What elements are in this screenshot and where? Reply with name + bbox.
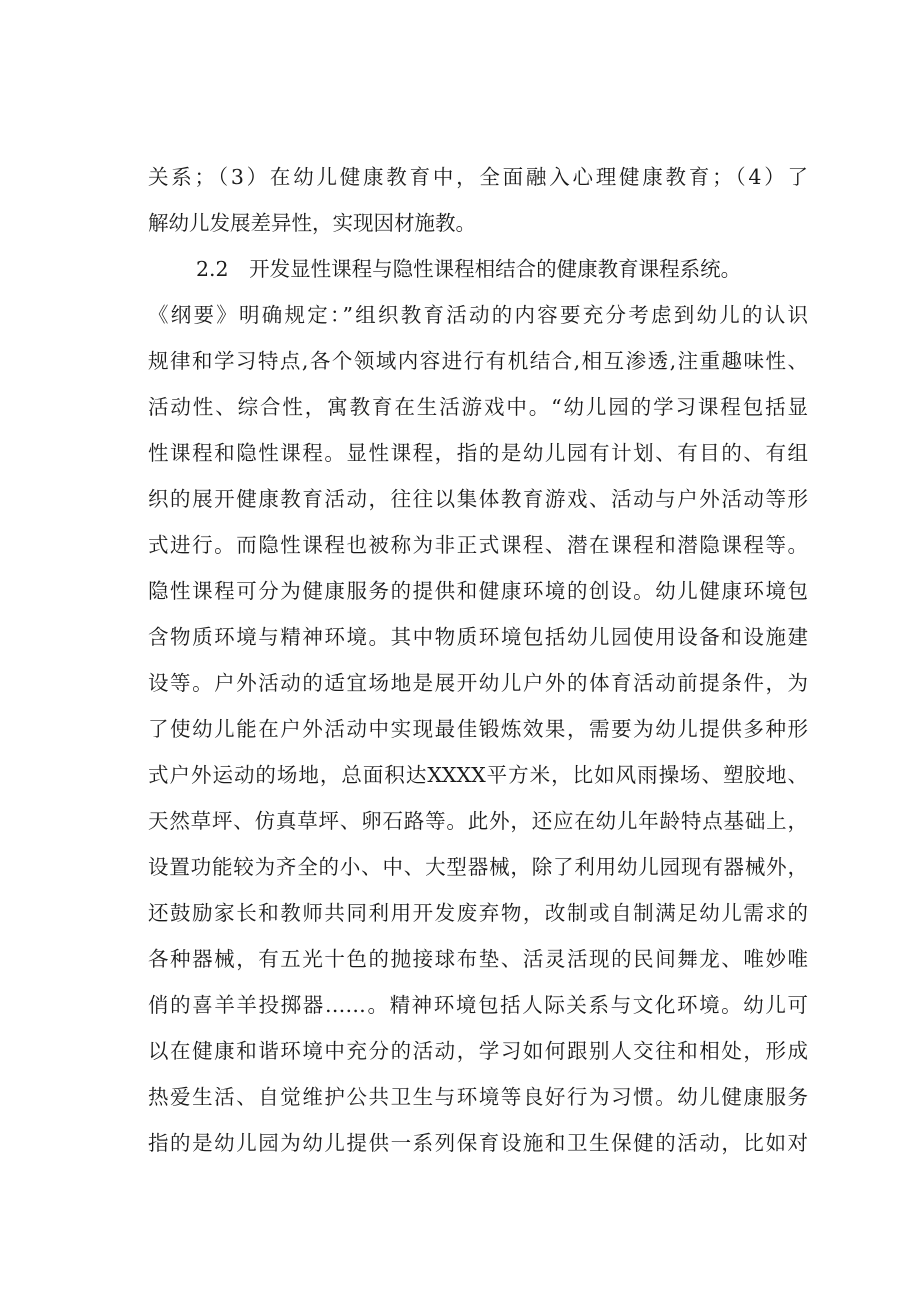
text-line: 各种器械，有五光十色的抛接球布垫、活灵活现的民间舞龙、唯妙唯: [148, 947, 808, 971]
text-line: 含物质环境与精神环境。其中物质环境包括幼儿园使用设备和设施建: [148, 625, 808, 649]
text-line: 以在健康和谐环境中充分的活动，学习如何跟别人交往和相处，形成: [148, 1039, 808, 1063]
text-line: 性课程和隐性课程。显性课程，指的是幼儿园有计划、有目的、有组: [148, 441, 808, 465]
text-line: 隐性课程可分为健康服务的提供和健康环境的创设。幼儿健康环境包: [148, 579, 808, 603]
text-line: 织的展开健康教育活动，往往以集体教育游戏、活动与户外活动等形: [148, 487, 808, 511]
body-text: [148, 154, 808, 1166]
text-line: 规律和学习特点,各个领域内容进行有机结合,相互渗透,注重趣味性、: [148, 349, 808, 373]
text-line: 天然草坪、仿真草坪、卵石路等。此外，还应在幼儿年龄特点基础上，: [148, 809, 808, 833]
text-line: 关系；（3）在幼儿健康教育中，全面融入心理健康教育；（4）了: [148, 165, 808, 189]
text-line: 活动性、综合性，寓教育在生活游戏中。“幼儿园的学习课程包括显: [148, 395, 808, 419]
text-line: 俏的喜羊羊投掷器……。精神环境包括人际关系与文化环境。幼儿可: [148, 993, 808, 1017]
text-line: 设置功能较为齐全的小、中、大型器械，除了利用幼儿园现有器械外，: [148, 855, 808, 879]
text-line: 还鼓励家长和教师共同利用开发废弃物，改制或自制满足幼儿需求的: [148, 901, 808, 925]
text-line: 解幼儿发展差异性，实现因材施教。: [148, 211, 476, 235]
text-line: 式户外运动的场地，总面积达XXXX平方米，比如风雨操场、塑胶地、: [148, 763, 808, 787]
section-heading: 2.2 开发显性课程与隐性课程相结合的健康教育课程系统。: [196, 257, 742, 281]
text-line: 了使幼儿能在户外活动中实现最佳锻炼效果，需要为幼儿提供多种形: [148, 717, 808, 741]
text-line: 式进行。而隐性课程也被称为非正式课程、潜在课程和潜隐课程等。: [148, 533, 808, 557]
text-line: 设等。户外活动的适宜场地是展开幼儿户外的体育活动前提条件，为: [148, 671, 808, 695]
text-line: 热爱生活、自觉维护公共卫生与环境等良好行为习惯。幼儿健康服务: [148, 1085, 808, 1109]
text-line: 《纲要》明确规定：”组织教育活动的内容要充分考虑到幼儿的认识: [148, 303, 808, 327]
text-line: 指的是幼儿园为幼儿提供一系列保育设施和卫生保健的活动，比如对: [148, 1131, 808, 1155]
